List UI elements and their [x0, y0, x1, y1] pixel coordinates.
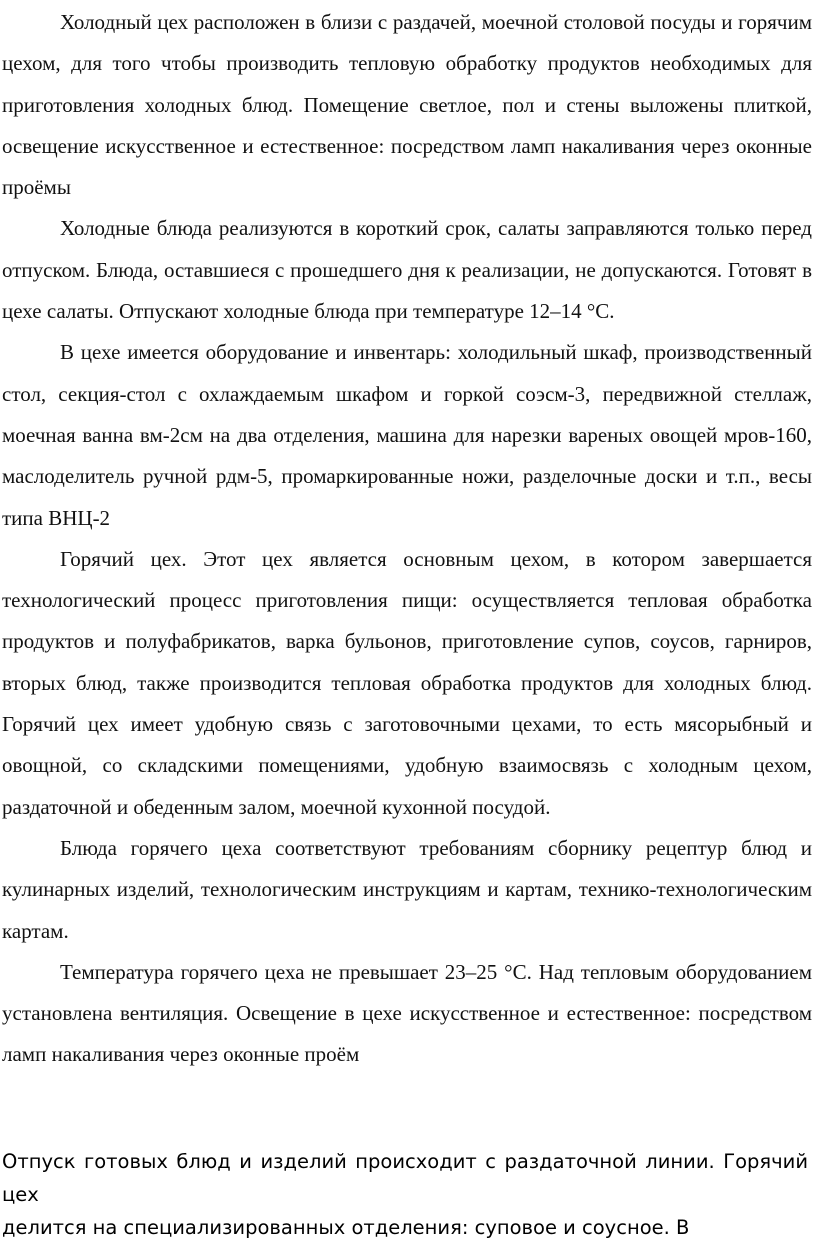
- paragraph-cold-shop-equipment: В цехе имеется оборудование и инвентарь: холодильный шкаф, производственный стол, секция-стол с охлаждаемым шкафом и горкой соэсм-3, передвижной стеллаж, моечная ванна вм-2см на два отделения, машина для нарезки вареных овощей мров-160, маслоделитель ручной рдм-5, промаркированные ножи, разделочные доски и т.п., весы типа ВНЦ-2: [2, 340, 812, 530]
- text-line: делится на специализированных отделения: суповое и соусное. В: [2, 1216, 690, 1239]
- text-line: Отпуск готовых блюд и изделий происходит с раздаточной линии. Горячий цех: [2, 1150, 808, 1206]
- paragraph-hot-shop-requirements: Блюда горячего цеха соответствуют требованиям сборнику рецептур блюд и кулинарных изделий, технологическим инструкциям и картам, технико-технологическим картам.: [2, 835, 812, 943]
- paragraph-cold-dishes: Холодные блюда реализуются в короткий срок, салаты заправляются только перед отпуском. Блюда, оставшиеся с прошедшего дня к реализации, не допускаются. Готовят в цехе салаты. Отпускают холодные блюда при температуре 12–14 °С.: [2, 216, 812, 324]
- paragraph-cold-shop-location: Холодный цех расположен в близи с раздачей, моечной столовой посуды и горячим цехом, для того чтобы производить тепловую обработку продуктов необходимых для приготовления холодных блюд. Помещение светлое, пол и стены выложены плиткой, освещение искусственное и естественное: посредством ламп накаливания через оконные проёмы: [2, 10, 812, 200]
- paragraph-hot-shop: Горячий цех. Этот цех является основным цехом, в котором завершается технологический процесс приготовления пищи: осуществляется тепловая обработка продуктов и полуфабрикатов, варка бульонов, приготовление супов, соусов, гарниров, вторых блюд, также производится тепловая обработка продуктов для холодных блюд. Горячий цех имеет удобную связь с заготовочными цехами, то есть мясорыбный и овощной, со складскими помещениями, удобную взаимосвязь с холодным цехом, раздаточной и обеденным залом, моечной кухонной посудой.: [2, 546, 812, 819]
- paragraph-hot-shop-temperature: Температура горячего цеха не превышает 23–25 °С. Над тепловым оборудованием установлена вентиляция. Освещение в цехе искусственное и естественное: посредством ламп накаливания через оконные проём: [2, 959, 812, 1067]
- paragraph-dispatch: [2, 1145, 808, 1244]
- document-body: [2, 2, 812, 1076]
